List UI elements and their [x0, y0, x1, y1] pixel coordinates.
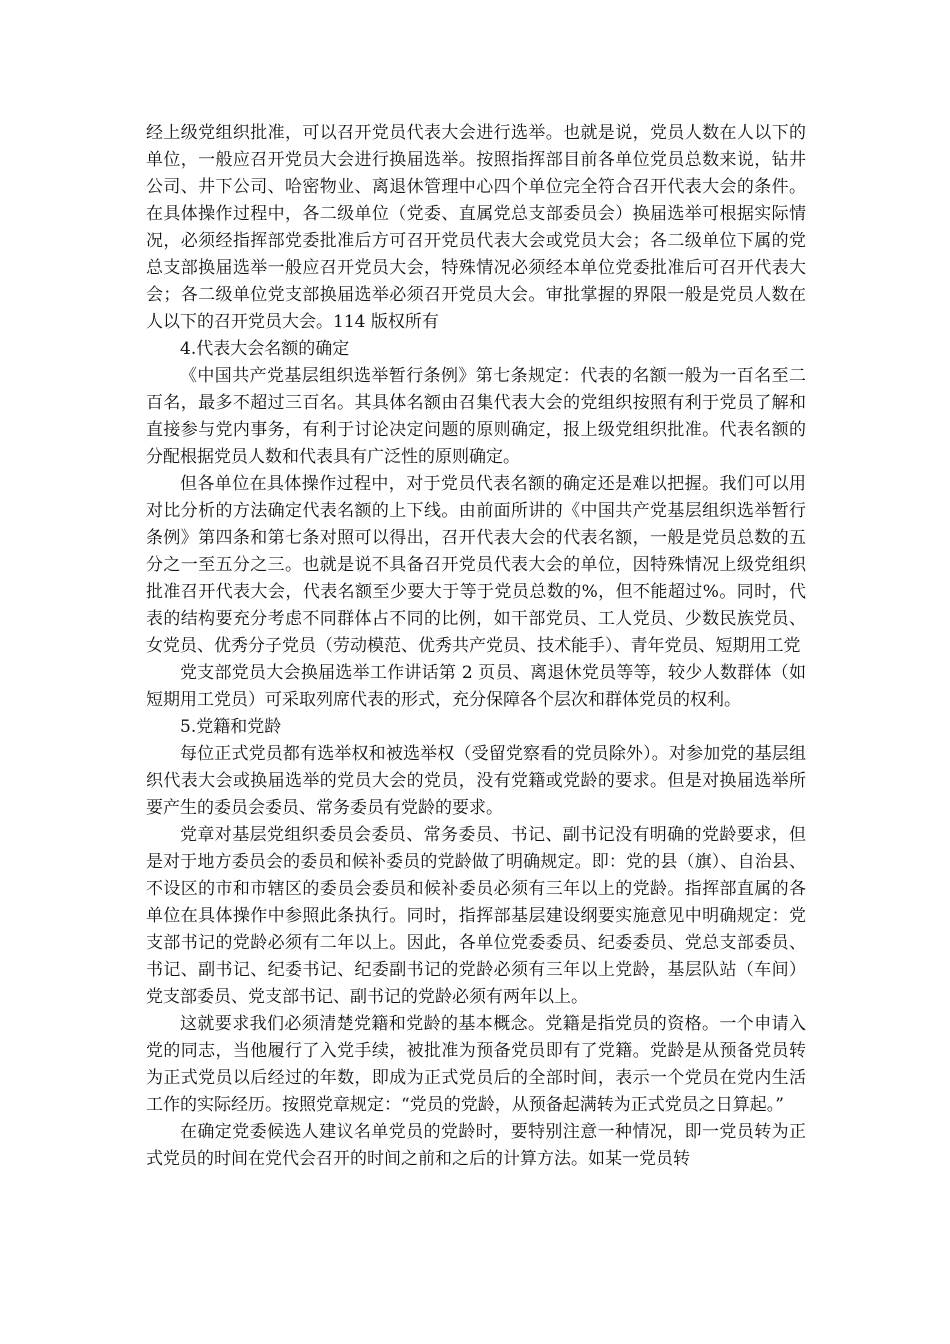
paragraph: 《中国共产党基层组织选举暂行条例》第七条规定：代表的名额一般为一百名至二百名，最多不超过三百名。其具体名额由召集代表大会的党组织按照有利于党员了解和直接参与党内事务，有利于讨论决定问题的原则确定，报上级党组织批准。代表名额的分配根据党员人数和代表具有广泛性的原则确定。	[146, 366, 806, 467]
paragraph: 这就要求我们必须清楚党籍和党龄的基本概念。党籍是指党员的资格。一个申请入党的同志，当他履行了入党手续，被批准为预备党员即有了党籍。党龄是从预备党员转为正式党员以后经过的年数，即成为正式党员后的全部时间，表示一个党员在党内生活工作的实际经历。按照党章规定：“党员的党龄，从预备起满转为正式党员之日算起。”	[146, 1014, 806, 1115]
paragraph: 党章对基层党组织委员会委员、常务委员、书记、副书记没有明确的党龄要求，但是对于地方委员会的委员和候补委员的党龄做了明确规定。即：党的县（旗）、自治县、不设区的市和市辖区的委员会委员和候补委员必须有三年以上的党龄。指挥部直属的各单位在具体操作中参照此条执行。同时，指挥部基层建设纲要实施意见中明确规定：党支部书记的党龄必须有二年以上。因此，各单位党委委员、纪委委员、党总支部委员、书记、副书记、纪委书记、纪委副书记的党龄必须有三年以上党龄，基层队站（车间）党支部委员、党支部书记、副书记的党龄必须有两年以上。	[146, 825, 806, 1007]
section-heading-4: 4.代表大会名额的确定	[180, 339, 350, 359]
paragraph-continuation: 经上级党组织批准，可以召开党员代表大会进行选举。也就是说，党员人数在人以下的单位，一般应召开党员大会进行换届选举。按照指挥部目前各单位党员总数来说，钻井公司、井下公司、哈密物业、离退休管理中心四个单位完全符合召开代表大会的条件。在具体操作过程中，各二级单位（党委、直属党总支部委员会）换届选举可根据实际情况，必须经指挥部党委批准后方可召开党员代表大会或党员大会；各二级单位下属的党总支部换届选举一般应召开党员大会，特殊情况必须经本单位党委批准后可召开代表大会；各二级单位党支部换届选举必须召开党员大会。审批掌握的界限一般是党员人数在人以下的召开党员大会。114 版权所有	[146, 123, 806, 332]
section-heading-5: 5.党籍和党龄	[180, 717, 282, 737]
paragraph: 党支部党员大会换届选举工作讲话第 2 页员、离退休党员等等，较少人数群体（如短期用工党员）可采取列席代表的形式，充分保障各个层次和群体党员的权利。	[146, 663, 806, 710]
document-body	[146, 120, 806, 1173]
paragraph: 但各单位在具体操作过程中，对于党员代表名额的确定还是难以把握。我们可以用对比分析的方法确定代表名额的上下线。由前面所讲的《中国共产党基层组织选举暂行条例》第四条和第七条对照可以得出，召开代表大会的代表名额，一般是党员总数的五分之一至五分之三。也就是说不具备召开党员代表大会的单位，因特殊情况上级党组织批准召开代表大会，代表名额至少要大于等于党员总数的%，但不能超过%。同时，代表的结构要充分考虑不同群体占不同的比例，如干部党员、工人党员、少数民族党员、女党员、优秀分子党员（劳动模范、优秀共产党员、技术能手）、青年党员、短期用工党	[146, 474, 806, 656]
paragraph: 每位正式党员都有选举权和被选举权（受留党察看的党员除外）。对参加党的基层组织代表大会或换届选举的党员大会的党员，没有党籍或党龄的要求。但是对换届选举所要产生的委员会委员、常务委员有党龄的要求。	[146, 744, 806, 818]
paragraph: 在确定党委候选人建议名单党员的党龄时，要特别注意一种情况，即一党员转为正式党员的时间在党代会召开的时间之前和之后的计算方法。如某一党员转	[146, 1122, 806, 1169]
